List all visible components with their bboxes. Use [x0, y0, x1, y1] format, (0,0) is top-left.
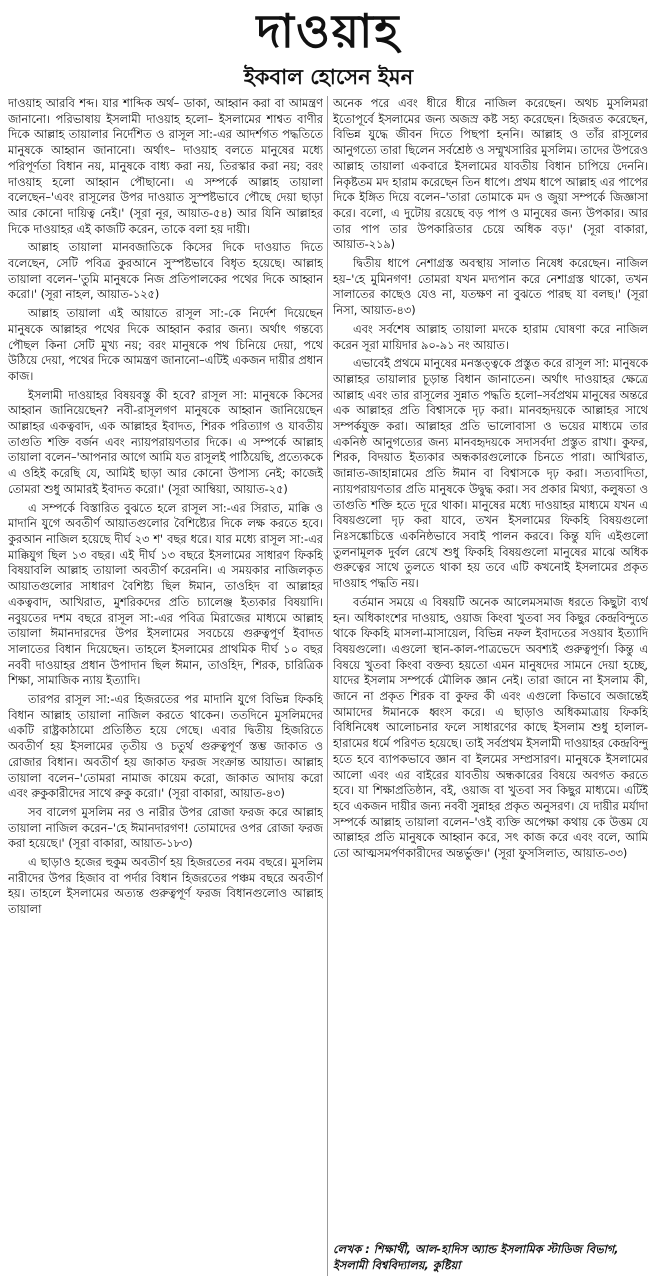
paragraph: তারপর রাসূল সা:-এর হিজরতের পর মাদানি যুগে বিভিন্ন ফিকহি বিধান আল্লাহ তায়ালা নাজিল করতে থাকেন। ততদিনে মুসলিমদের একটি রাষ্ট্রকাঠামো প্রতিষ্ঠিত হয়ে গেছে। এবার দ্বিতীয় হিজরিতে অবতীর্ণ হয় ইসলামের তৃতীয় ও চতুর্থ গুরুত্বপূর্ণ স্তম্ভ জাকাত ও রোজার বিধান। অবতীর্ণ হয় জাকাত ফরজ সংক্রান্ত আয়াত। আল্লাহ তায়ালা বলেন–'তোমরা নামাজ কায়েম করো, জাকাত আদায় করো এবং রুকুকারীদের সাথে রুকু করো।' (সূরা বাকারা, আয়াত-৪৩): [8, 693, 323, 801]
paragraph: আল্লাহ তায়ালা মানবজাতিকে কিসের দিকে দাওয়াত দিতে বলেছেন, সেটি পবিত্র কুরআনে সুস্পষ্টভাবে বিধৃত হয়েছে। আল্লাহ তায়ালা বলেন–'তুমি মানুষকে নিজ প্রতিপালকের পথের দিকে আহ্বান করো।' (সূরা নাহল, আয়াত-১২৫): [8, 241, 323, 302]
paragraph: সব বালেগ মুসলিম নর ও নারীর উপর রোজা ফরজ করে আল্লাহ তায়ালা নাজিল করেন–'হে ঈমানদারগণ! তোমাদের ওপর রোজা ফরজ করা হয়েছে।' (সূরা বাকারা, আয়াত-১৮৩): [8, 805, 323, 851]
paragraph: আল্লাহ তায়ালা এই আয়াতে রাসূল সা:-কে নির্দেশ দিয়েছেন মানুষকে আল্লাহর পথের দিকে আহ্বান করার জন্য। অর্থাৎ গন্তব্যে পৌছল কিনা সেটি মুখ্য নয়; বরং মানুষকে পথ চিনিয়ে দেয়া, পথে উঠিয়ে দেয়া, পথের দিকে আমন্ত্রণ জানানো–এটিই একজন দায়ীর প্রধান কাজ।: [8, 307, 323, 383]
author-name: ইকবাল হোসেন ইমন: [243, 65, 414, 89]
left-column: [8, 96, 323, 1276]
paragraph: এ ছাড়াও হজের হুকুম অবতীর্ণ হয় হিজরতের নবম বছরে। মুসলিম নারীদের উপর হিজাব বা পর্দার বিধান হিজরতের পঞ্চম বছরে অবতীর্ণ হয়। তাহলে ইসলামের অত্যন্ত গুরুত্বপূর্ণ ফরজ বিধানগুলোও আল্লাহ তায়ালা: [8, 856, 323, 917]
author-credit-text: শিক্ষার্থী, আল-হাদিস অ্যান্ড ইসলামিক স্টাডিজ বিভাগ, ইসলামী বিশ্ববিদ্যালয়, কুষ্টিয়া: [333, 1243, 619, 1272]
author-credit: [333, 1242, 648, 1274]
author-credit-label: লেখক :: [333, 1243, 370, 1256]
article-title: দাওয়াহ: [256, 4, 401, 58]
right-column: [333, 96, 648, 1236]
paragraph: দাওয়াহ আরবি শব্দ। যার শাব্দিক অর্থ– ডাকা, আহ্বান করা বা আমন্ত্রণ জানানো। পরিভাষায় ইসলামী দাওয়াহ হলো– ইসলামের শাশ্বত বাণীর দিকে আল্লাহ তায়ালার নির্দেশিত ও রাসূল সা:-এর আদর্শগত পদ্ধতিতে মানুষকে আহ্বান জানানো। অর্থাৎ– দাওয়াহ বলতে মানুষের মধ্যে পরিপূর্ণতা বিধান নয়, মানুষকে বাধ্য করা নয়, তিরস্কার করা নয়; বরং দাওয়াহ হলো আহ্বান পৌছানো। এ সম্পর্কে আল্লাহ তায়ালা বলেছেন–'এবং রাসূলের উপর দাওয়াত সুস্পষ্টভাবে পৌছে দেয়া ছাড়া আর কোনো দায়িত্ব নেই।' (সূরা নূর, আয়াত-৫৪) আর যিনি আল্লাহর দিকে দাওয়াহর এই কাজটি করেন, তাকে বলা হয় দায়ী।: [8, 97, 323, 236]
column-divider: [327, 96, 328, 1276]
paragraph: বর্তমান সময়ে এ বিষয়টি অনেক আলেমসমাজ ধরতে কিছুটা ব্যর্থ হন। অধিকাংশের দাওয়াহ, ওয়াজ কিংবা খুতবা সব কিছুর কেন্দ্রবিন্দুতে থাকে ফিকহি মাসলা-মাসায়েল, বিভিন্ন নফল ইবাদতের সওয়াব ইত্যাদি বিষয়গুলো। এগুলো স্থান-কাল-পাত্রভেদে অবশ্যই গুরুত্বপূর্ণ। কিন্তু এ বিষয়ে খুতবা কিংবা বক্তব্য হয়তো এমন মানুষদের সামনে দেয়া হচ্ছে, যাদের ইসলাম সম্পর্কে মৌলিক জ্ঞান নেই। তারা জানে না ইসলাম কী, জানে না প্রকৃত শিরক বা কুফর কী এবং এগুলো কিভাবে অজান্তেই আমাদের ঈমানকে ধ্বংস করে। এ ছাড়াও অধিকমাত্রায় ফিকহি বিধিনিষেধ আলোচনার ফলে সাধারণের কাছে ইসলাম শুধু হালাল-হারামের ধর্মে পরিণত হয়েছে। তাই সর্বপ্রথম ইসলামী দাওয়াহর কেন্দ্রবিন্দু হতে হবে ব্যাপকভাবে জ্ঞান বা ইলমের সম্প্রসারণ। মানুষকে ইসলামের আলো এবং এর বাইরের যাবতীয় অন্ধকারের বিষয়ে অবগত করতে হবে। যা শিক্ষাপ্রতিষ্ঠান, বই, ওয়াজ বা খুতবা সব কিছুর মাধ্যমে। এটিই হবে একজন দায়ীর জন্য নববী সুন্নাহর প্রকৃত অনুসরণ। যে দায়ীর মর্যাদা সম্পর্কে আল্লাহ তায়ালা বলেন–'ওই ব্যক্তি অপেক্ষা কথায় কে উত্তম যে আল্লাহর প্রতি মানুষকে আহ্বান করে, সৎ কাজ করে এবং বলে, আমি তো আত্মসমর্পণকারীদের অন্তর্ভুক্ত।' (সূরা ফুসসিলাত, আয়াত-৩৩): [333, 595, 648, 861]
paragraph: অনেক পরে এবং ধীরে ধীরে নাজিল করেছেন। অথচ মুসলিমরা ইতোপূর্বে ইসলামের জন্য অজস্র কষ্ট সহ্য করেছেন। হিজরত করেছেন, বিভিন্ন যুদ্ধে জীবন দিতে পিছপা হননি। আল্লাহ ও তাঁর রাসূলের আনুগত্যে তারা ছিলেন সর্বশ্রেষ্ঠ ও সম্মুখসারির মুসলিম। তাদের উপরেও আল্লাহ তায়ালা একবারে ইসলামের যাবতীয় বিধান চাপিয়ে দেননি। নিকৃষ্টতম মদ হারাম করেছেন তিন ধাপে। প্রথম ধাপে আল্লাহ এর পাপের দিকে ইঙ্গিত দিয়ে বলেন–'তারা তোমাকে মদ ও জুয়া সম্পর্কে জিজ্ঞাসা করে। বলো, এ দুটোয় রয়েছে বড় পাপ ও মানুষের জন্য উপকার। আর তার পাপ তার উপকারিতার চেয়ে অধিক বড়।' (সূরা বাকারা, আয়াত-২১৯): [333, 97, 648, 252]
paragraph: এভাবেই প্রথমে মানুষের মনস্তত্ত্বকে প্রস্তুত করে রাসূল সা: মানুষকে আল্লাহর তায়ালার চূড়ান্ত বিধান জানাতেন। অর্থাৎ দাওয়াহর ক্ষেত্রে আল্লাহ এবং তার রাসূলের সুন্নাত পদ্ধতি হলো–সর্বপ্রথম মানুষের অন্তরে এক আল্লাহর প্রতি বিশ্বাসকে দৃঢ় করা। মানবহৃদয়কে আল্লাহর সাথে সম্পর্কযুক্ত করা। আল্লাহর প্রতি ভালোবাসা ও ভয়ের মাধ্যমে তার একনিষ্ঠ আনুগত্যের জন্য মানবহৃদয়কে সদাসর্বদা প্রস্তুত রাখা। কুফর, শিরক, বিদয়াত ইত্যকার অন্ধকারগুলোকে চিনতে পারা। আখিরাত, জান্নাত-জাহান্নামের প্রতি ঈমান বা বিশ্বাসকে দৃঢ় করা। সত্যবাদিতা, ন্যায়পরায়ণতার প্রতি মানুষকে উদ্বুদ্ধ করা। সব প্রকার মিথ্যা, কলুষতা ও তাগুতি শক্তি হতে দূরে থাকা। মানুষের মধ্যে দাওয়াহর মাধ্যমে যখন এ বিষয়গুলো দৃঢ় করা যাবে, তখন ইসলামের ফিকহি বিষয়গুলো নিঃসঙ্কোচিত্তে একনিষ্ঠভাবে সবাই পালন করবে। কিন্তু যদি এইগুলো তুলনামূলক দুর্বল রেখে শুধু ফিকহি বিষয়গুলো মানুষের মাঝে অধিক গুরুত্বের সাথে তুলতে থাকা হয় তবে এটি কখনোই ইসলামের প্রকৃত দাওয়াহ পদ্ধতি নয়।: [333, 357, 648, 591]
paragraph: ইসলামী দাওয়াহর বিষয়বস্তু কী হবে? রাসূল সা: মানুষকে কিসের আহ্বান জানিয়েছেন? নবী-রাসূলগণ মানুষকে আহ্বান জানিয়েছেন আল্লাহর একত্ববাদ, এক আল্লাহর ইবাদত, শিরক পরিত্যাগ ও যাবতীয় তাগুতি শক্তি বর্জন এবং ন্যায়পরায়ণতার দিকে। এ সম্পর্কে আল্লাহ তায়ালা বলেন–'আপনার আগে আমি যত রাসূলই পাঠিয়েছি, প্রত্যেককে এ ওহিই করেছি যে, আমিই ছাড়া আর কোনো উপাস্য নেই; কাজেই তোমরা শুধু আমারই ইবাদত করো।' (সূরা আম্বিয়া, আয়াত-২৫): [8, 388, 323, 496]
paragraph: এবং সর্বশেষ আল্লাহ তায়ালা মদকে হারাম ঘোষণা করে নাজিল করেন সূরা মায়িদার ৯০-৯১ নং আয়াত।: [333, 322, 648, 352]
paragraph: এ সম্পর্কে বিস্তারিত বুঝতে হলে রাসূল সা:-এর সিরাত, মাক্কি ও মাদানি যুগে অবতীর্ণ আয়াতগুলোর বৈশিষ্ট্যের দিকে লক্ষ করতে হবে। কুরআন নাজিল হয়েছে দীর্ঘ ২৩ শ' বছর ধরে। যার মধ্যে রাসূল সা:-এর মাক্কিযুগ ছিল ১৩ বছর। এই দীর্ঘ ১৩ বছরে ইসলামের সাধারণ ফিকহি বিষয়াবলি আল্লাহ তায়ালা অবতীর্ণ করেননি। এ সময়কার নাজিলকৃত আয়াতগুলোর সাধারণ বৈশিষ্ট্য ছিল ঈমান, তাওহিদ বা আল্লাহর একত্ববাদ, আখিরাত, মুশরিকদের প্রতি চ্যালেঞ্জ ইত্যকার বিষয়াদি। নবুয়তের দশম বছরে রাসূল সা:-এর পবিত্র মিরাজের মাধ্যমে আল্লাহ তায়ালা ঈমানদারদের উপর ইসলামের সবচেয়ে গুরুত্বপূর্ণ ইবাদত সালাতের বিধান দিয়েছেন। তাহলে ইসলামের প্রাথমিক দীর্ঘ ১০ বছর নববী দাওয়াহর প্রধান উপাদান ছিল ঈমান, তাওহিদ, শিরক, চারিত্রিক শিক্ষা, সামাজিক ন্যায় ইত্যাদি।: [8, 501, 323, 688]
paragraph: দ্বিতীয় ধাপে নেশাগ্রস্ত অবস্থায় সালাত নিষেধ করেছেন। নাজিল হয়–'হে মুমিনগণ! তোমরা যখন মদ্যপান করে নেশাগ্রস্ত থাকো, তখন সালাতের কাছেও যেও না, যতক্ষণ না বুঝতে পারছ যা বলছ।' (সূরা নিসা, আয়াত-৪৩): [333, 257, 648, 318]
